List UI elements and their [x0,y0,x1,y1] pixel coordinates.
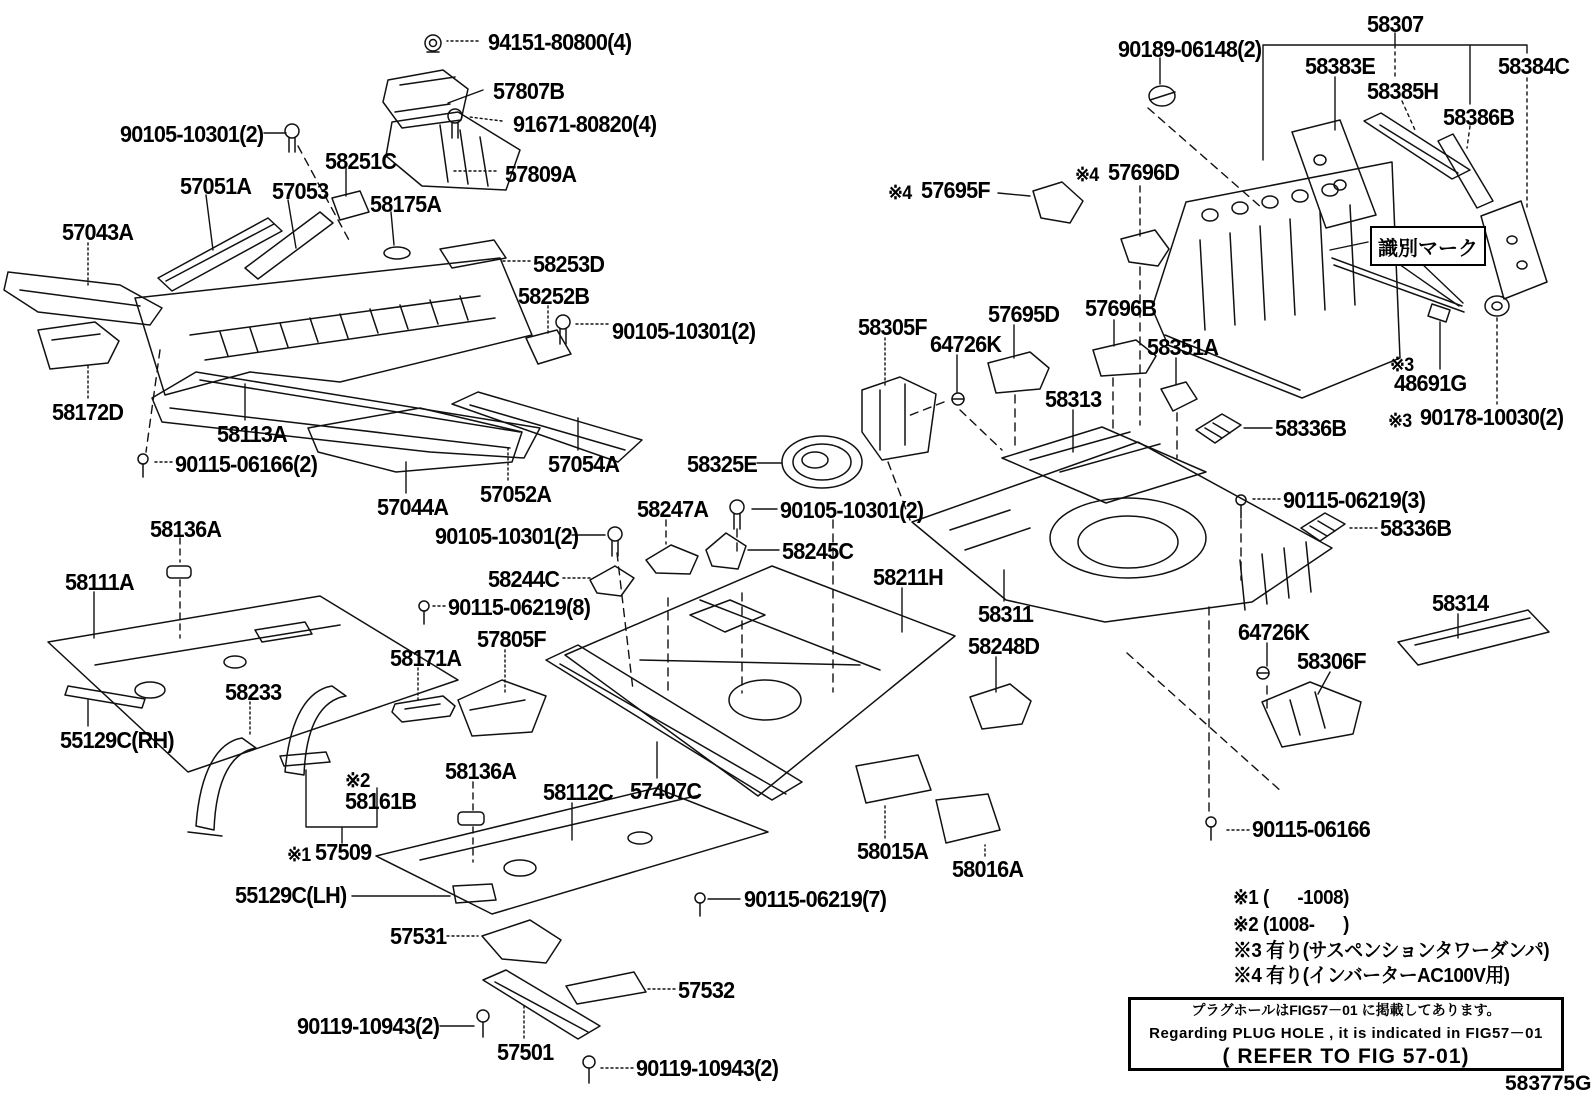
part-label-58306F: 58306F [1297,648,1366,674]
part-drawing-58313-panel [1002,427,1206,503]
part-label-58244C: 58244C [488,566,560,592]
identification-mark-box [1370,226,1486,266]
part-label-58384C: 58384C [1498,53,1570,79]
figure-code: 583775G [1505,1072,1592,1095]
part-label-58386B: 58386B [1443,104,1515,130]
part-label-64726K: 64726K [1238,619,1310,645]
part-label-58111A: 58111A [65,569,134,595]
part-drawing-57501 [483,970,600,1039]
part-label-94151-80800-4-: 94151-80800(4) [488,29,632,55]
part-label-58233: 58233 [225,679,282,705]
part-label-58015A: 58015A [857,838,929,864]
part-label-58112C: 58112C [543,779,614,805]
part-label-58252B: 58252B [518,283,590,309]
part-drawing-58336b-2 [1301,513,1345,541]
part-label-57807B: 57807B [493,78,565,104]
part-label-58307: 58307 [1367,11,1424,37]
part-drawing-57809a [386,112,520,190]
part-label-57809A: 57809A [505,161,577,187]
screw-90115-06166-icon [1206,817,1216,840]
part-label-57044A: 57044A [377,494,449,520]
part-drawing-57695d [988,352,1049,393]
part-drawing-57805f [458,680,546,736]
part-drawing-57807b [383,70,468,128]
part-label--4: ※4 [1075,165,1099,186]
part-label-58247A: 58247A [637,496,709,522]
part-label-90115-06166: 90115-06166 [1252,816,1370,842]
part-label-90105-10301-2-: 90105-10301(2) [612,318,756,344]
part-label-55129C-RH-: 55129C(RH) [60,727,174,753]
part-label--1: ※1 [287,845,311,866]
part-label-58172D: 58172D [52,399,124,425]
part-drawing-57695f [1033,182,1083,223]
part-label-57054A: 57054A [548,451,620,477]
part-drawing-57053 [245,212,333,279]
part-label-58314: 58314 [1432,590,1489,616]
part-label-58248D: 58248D [968,633,1040,659]
part-label-58336B: 58336B [1380,515,1452,541]
part-label-58251C: 58251C [325,148,397,174]
part-label--3: ※3 [1388,411,1412,432]
part-label--3-: ※3 有り(サスペンションタワーダンパ) [1233,940,1550,962]
part-label-90115-06219-8-: 90115-06219(8) [448,594,591,620]
part-drawing-58251c [332,191,369,220]
part-drawing-58325e-silencer [782,436,862,488]
screw-90119-1-icon [477,1010,489,1037]
part-drawing-57532 [566,972,646,1004]
part-label-58171A: 58171A [390,645,462,671]
part-label-57805F: 57805F [477,626,546,652]
bolt-90105-center-icon [730,500,744,529]
part-label-58211H: 58211H [873,564,944,590]
part-label-90119-10943-2-: 90119-10943(2) [636,1055,779,1081]
part-label-90105-10301-2-: 90105-10301(2) [780,497,924,523]
part-drawing-57043a [4,272,162,325]
part-drawing-55129c-lh [453,884,496,903]
bolt-64726k-1-icon [952,393,964,405]
plug-note-reference: ( REFER TO FIG 57-01) [1222,1044,1470,1068]
clip-58136a-2 [458,812,484,825]
part-label-58313: 58313 [1045,386,1102,412]
part-label-58113A: 58113A [217,421,288,447]
part-label-90115-06219-7-: 90115-06219(7) [744,886,887,912]
part-drawing-58161b-arch [280,686,346,775]
part-label--2-1008-: ※2 (1008- ) [1233,914,1349,936]
part-label-64726K: 64726K [930,331,1002,357]
plug-note-english: Regarding PLUG HOLE , it is indicated in FIG57－01 [1149,1024,1543,1042]
part-label-90119-10943-2-: 90119-10943(2) [297,1013,440,1039]
part-label-58245C: 58245C [782,538,854,564]
part-label-57532: 57532 [678,977,735,1003]
part-label-57407C: 57407C [630,778,702,804]
part-label-58385H: 58385H [1367,78,1439,104]
plug-hole-note-box [1128,997,1564,1071]
part-drawing-58245c [706,533,746,569]
bolt-64726k-2-icon [1257,667,1269,679]
part-label-58175A: 58175A [370,191,442,217]
part-label-90105-10301-2-: 90105-10301(2) [435,523,579,549]
bolt-90105-topleft-icon [285,124,299,152]
screw-90115-06219-8-icon [419,601,429,624]
clip-58136a-1 [167,566,191,578]
part-label-90178-10030-2-: 90178-10030(2) [1420,404,1564,430]
part-drawing-58305f [862,377,936,460]
clip-90189-icon [1149,86,1175,106]
part-label-58311: 58311 [978,601,1034,627]
part-label-90115-06166-2-: 90115-06166(2) [175,451,318,477]
part-drawing-58015a [856,755,931,803]
nut-94151-icon [425,35,441,52]
part-drawing-58314 [1398,610,1549,665]
part-label-57696D: 57696D [1108,159,1180,185]
part-label-57051A: 57051A [180,173,252,199]
part-label-90105-10301-2-: 90105-10301(2) [120,121,264,147]
part-label-58136A: 58136A [445,758,517,784]
part-label-58016A: 58016A [952,856,1024,882]
part-label-57043A: 57043A [62,219,134,245]
part-drawing-55129c-rh [65,686,145,708]
part-drawing-58016a [936,794,1000,843]
part-label-58161B: 58161B [345,788,417,814]
part-label-57695F: 57695F [921,177,990,203]
part-label-58383E: 58383E [1305,53,1376,79]
part-label-55129C-LH-: 55129C(LH) [235,882,347,908]
screw-90115-06219-7-icon [695,893,705,916]
part-drawing-58244c [590,566,634,596]
part-label-58136A: 58136A [150,516,222,542]
part-drawing-58252b [526,330,571,364]
part-drawing-58172d [38,322,119,369]
part-label--4-AC100V-: ※4 有り(インバーターAC100V用) [1233,965,1510,987]
part-label-57531: 57531 [390,923,447,949]
identification-mark-label: 識別マーク [1378,237,1478,260]
part-label-57053: 57053 [272,178,329,204]
part-drawing-58336b-1 [1196,414,1241,443]
part-label-58351A: 58351A [1147,334,1219,360]
part-drawing-rear-floor-pan-58311 [912,442,1332,622]
part-label-48691G: 48691G [1394,370,1467,396]
part-label-90189-06148-2-: 90189-06148(2) [1118,36,1262,62]
part-drawing-58247a [646,545,698,574]
part-label-57052A: 57052A [480,481,552,507]
part-drawing-center-floor-pan-58211h [565,566,955,796]
part-label-58305F: 58305F [858,314,927,340]
part-label-57509: 57509 [315,839,372,865]
part-label-91671-80820-4-: 91671-80820(4) [513,111,657,137]
part-label-57501: 57501 [497,1039,554,1065]
part-label-57695D: 57695D [988,301,1060,327]
plug-note-japanese: プラグホールはFIG57－01 に掲載してあります。 [1191,1001,1501,1018]
screw-90115-06166-2-icon [138,454,148,477]
part-label-58336B: 58336B [1275,415,1347,441]
part-label--4: ※4 [888,183,912,204]
part-drawing-58384c [1481,201,1547,299]
part-label-90115-06219-3-: 90115-06219(3) [1283,487,1426,513]
part-drawing-57696d [1121,230,1169,266]
part-drawing-58386b [1438,134,1493,208]
part-label--3: ※3 [1390,355,1414,376]
part-drawing-lower-back-panel-58307 [1152,162,1400,398]
screw-90119-2-icon [583,1056,595,1083]
part-label-58253D: 58253D [533,251,605,277]
part-drawing-58175a [384,247,410,259]
part-drawing-58351a [1161,382,1197,411]
part-label--2: ※2 [345,770,370,792]
bolt-90105-left-icon [608,527,622,556]
part-label-57696B: 57696B [1085,295,1157,321]
part-drawing-58248d [970,684,1031,729]
part-drawing-58306f [1262,682,1361,747]
part-drawing-57531 [482,920,561,963]
part-label-58325E: 58325E [687,451,758,477]
part-label--1-1008-: ※1 ( -1008) [1233,887,1349,909]
grommet-90178-icon [1485,296,1509,316]
